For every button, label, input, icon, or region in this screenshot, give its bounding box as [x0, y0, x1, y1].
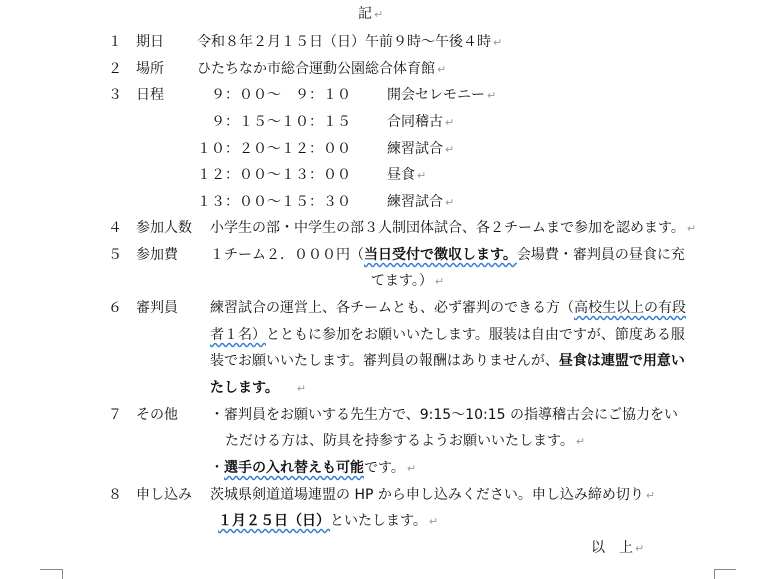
schedule-event: 練習試合 ↵: [387, 194, 455, 210]
item-text: たします。 ↵: [210, 380, 307, 396]
item-number: ２: [108, 61, 122, 77]
schedule-time: １３：００〜１５：３０: [197, 194, 351, 210]
schedule-event: 開会セレモニー ↵: [387, 87, 497, 103]
item-text: １月２５日（日）といたします。 ↵: [218, 513, 439, 529]
schedule-time: ９：００〜 ９：１０: [197, 87, 351, 103]
heading: 記 ↵: [358, 6, 384, 22]
schedule-time: １２：００〜１３：００: [197, 167, 351, 183]
schedule-time: ９：１５〜１０：１５: [197, 114, 351, 130]
item-text: ・選手の入れ替えも可能です。 ↵: [210, 460, 417, 476]
item-number: ６: [108, 300, 122, 316]
item-text: 令和８年２月１５日（日）午前９時〜午後４時 ↵: [197, 34, 503, 50]
item-label: その他: [136, 407, 178, 423]
closing-text: 以 上 ↵: [591, 540, 645, 556]
item-number: １: [108, 34, 122, 50]
item-label: 日程: [136, 87, 164, 103]
item-text: ・審判員をお願いする先生方で、9:15〜10:15 の指導稽古会にご協力をい: [210, 407, 678, 423]
item-text: 茨城県剣道道場連盟の HP から申し込みください。申し込み締め切り ↵: [210, 487, 656, 503]
item-text: ひたちなか市総合運動公園総合体育館 ↵: [197, 61, 447, 77]
item-text: 練習試合の運営上、各チームとも、必ず審判のできる方（高校生以上の有段: [210, 300, 686, 316]
item-text: 装でお願いいたします。審判員の報酬はありませんが、昼食は連盟で用意い: [210, 353, 685, 369]
item-text: 者１名）とともに参加をお願いいたします。服装は自由ですが、節度ある服: [210, 327, 685, 343]
schedule-event: 合同稽古 ↵: [387, 114, 455, 130]
item-label: 参加人数: [136, 220, 192, 236]
item-label: 参加費: [136, 247, 178, 263]
item-label: 期日: [136, 34, 164, 50]
item-number: ４: [108, 220, 122, 236]
item-number: ３: [108, 87, 122, 103]
schedule-event: 練習試合 ↵: [387, 141, 455, 157]
item-text: 小学生の部・中学生の部３人制団体試合、各２チームまで参加を認めます。 ↵: [210, 220, 697, 236]
item-label: 申し込み: [136, 487, 192, 503]
item-number: ８: [108, 487, 122, 503]
item-text: ただける方は、防具を持参するようお願いいたします。 ↵: [225, 433, 586, 449]
item-text: １チーム２．０００円（当日受付で徴収します。会場費・審判員の昼食に充: [210, 247, 685, 263]
item-label: 審判員: [136, 300, 178, 316]
item-number: ５: [108, 247, 122, 263]
item-number: ７: [108, 407, 122, 423]
schedule-time: １０：２０〜１２：００: [197, 141, 351, 157]
item-text: てます。） ↵: [371, 273, 445, 289]
schedule-event: 昼食 ↵: [387, 167, 427, 183]
item-label: 場所: [136, 61, 164, 77]
